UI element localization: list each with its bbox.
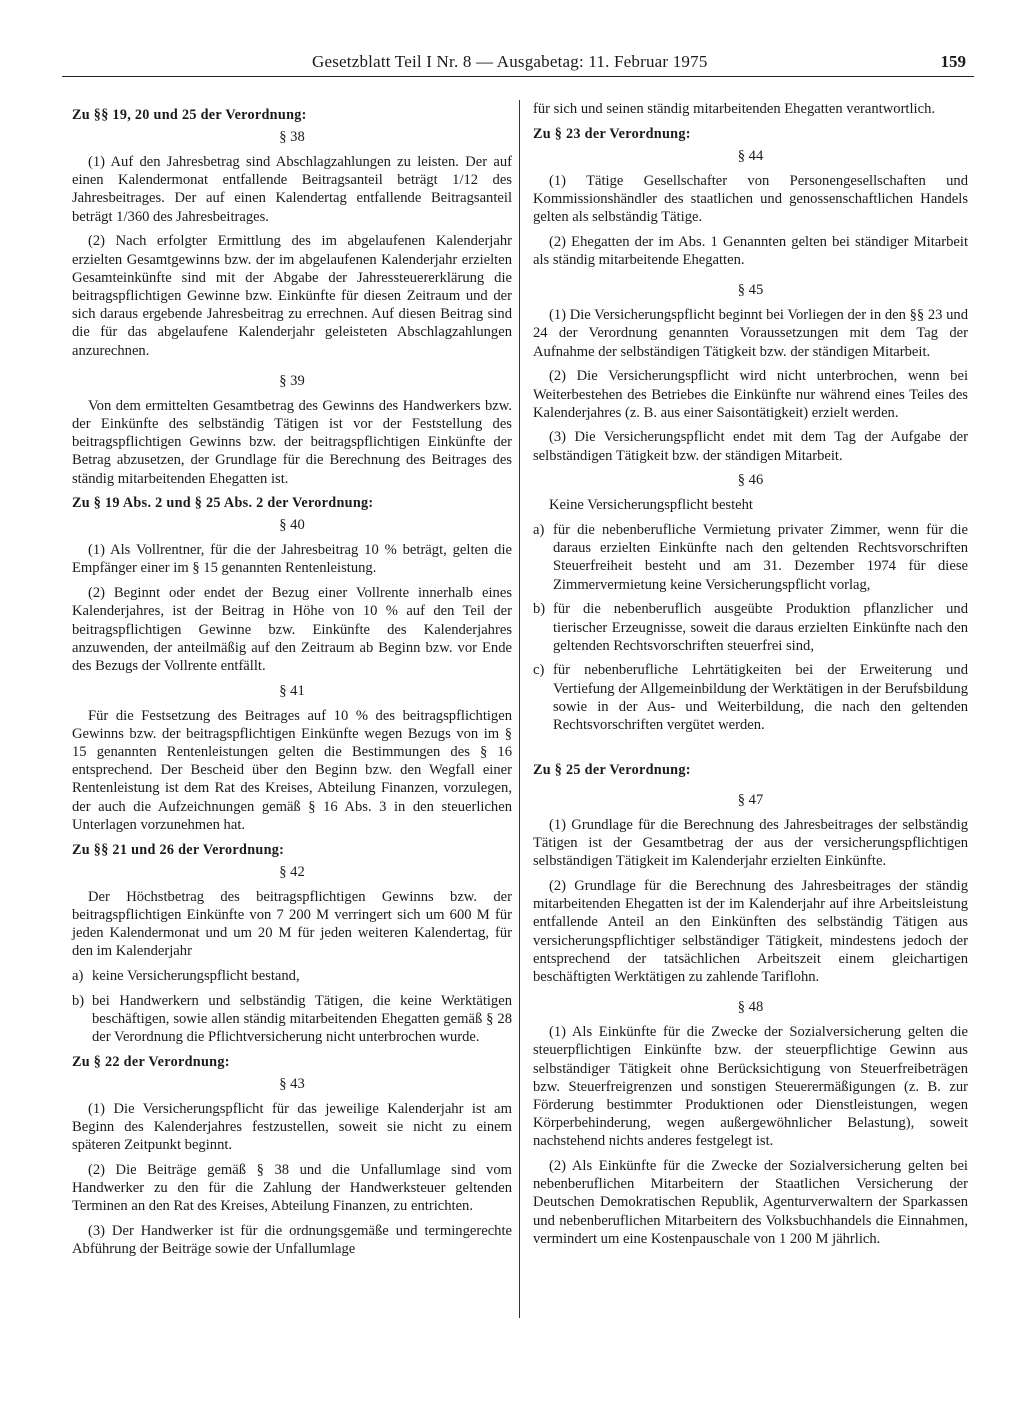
- list-label: c): [533, 662, 545, 679]
- section-heading: § 38: [279, 129, 305, 145]
- paragraph: Der Höchstbetrag des beitragspflichtigen Gewinns bzw. der beitragspflichtigen Einkünfte von 7 200 M verringert sich um 600 M für jeden Kalendermonat und um 20 M für jeden weiteren Kalendertag, für den im Kalenderjahr: [72, 888, 512, 960]
- list-label: b): [533, 601, 546, 618]
- list-text: für die nebenberufliche Vermietung privater Zimmer, wenn für die daraus erzielten Einkünfte nach den geltenden Rechtsvorschriften Steuerfreiheit besteht und am 31. Dezember 1974 für diese Zimmervermietung keine Versicherungspflicht vorlag,: [553, 522, 968, 593]
- section-heading: § 44: [737, 147, 764, 164]
- list-text: bei Handwerkern und selbständig Tätigen, die keine Werktätigen beschäftigen, sowie allen ständig mitarbeitenden Ehegatten gemäß § 28 der Verordnung die Pflichtversicherung nicht unterbrochen wurde.: [92, 992, 512, 1046]
- reference-heading: Zu §§ 19, 20 und 25 der Verordnung:: [72, 107, 307, 123]
- paragraph: für sich und seinen ständig mitarbeitenden Ehegatten verantwortlich.: [533, 101, 936, 117]
- list-item: [72, 992, 512, 1047]
- section-heading: § 48: [737, 999, 764, 1016]
- section-heading: § 45: [737, 282, 764, 299]
- paragraph: (2) Nach erfolgter Ermittlung des im abgelaufenen Kalenderjahr erzielten Gesamtgewinns bzw. der im abgelaufenen Kalenderjahr erzielten Gesamteinkünfte sind mit der Abgabe der Jahressteuererklärung die beitragspflichtigen Gewinne bzw. Einkünfte für diesen Zeitraum und der sich daraus ergebende Jahresbeitrag zu errechnen. Auf diesen Beitrag sind die für das abgelaufene Kalenderjahr geleisteten Abschlagzahlungen anzurechnen.: [72, 233, 512, 359]
- list-text: keine Versicherungspflicht bestand,: [92, 967, 300, 984]
- paragraph: Keine Versicherungspflicht besteht: [549, 497, 753, 514]
- page-header: [62, 48, 974, 77]
- paragraph: (3) Der Handwerker ist für die ordnungsgemäße und termingerechte Abführung der Beiträge sowie der Unfallumlage: [72, 1222, 512, 1258]
- paragraph: (2) Beginnt oder endet der Bezug einer Vollrente innerhalb eines Kalenderjahres, ist der Beitrag in Höhe von 10 % auf den Teil der beitragspflichtigen Gewinne bzw. Einkünfte des Kalenderjahres anzuwenden, der anteilmäßig auf den Zeitraum ab Beginn bzw. vor Ende des Bezugs der Vollrente entfällt.: [72, 585, 512, 674]
- paragraph: (2) Ehegatten der im Abs. 1 Genannten gelten bei ständiger Mitarbeit als ständig mitarbeitende Ehegatten.: [533, 233, 968, 269]
- list-label: b): [72, 992, 85, 1009]
- left-column: [72, 100, 512, 1265]
- section-heading: § 40: [279, 517, 305, 534]
- paragraph: (1) Auf den Jahresbetrag sind Abschlagzahlungen zu leisten. Der auf einen Kalendermonat entfallende Beitragsanteil beträgt 1/12 des Jahresbeitrages. Der auf einen Kalendertag entfallende Beitragsanteil beträgt 1/360 des Jahresbeitrages.: [72, 154, 512, 225]
- page-number: 159: [940, 52, 966, 71]
- list-item: [533, 521, 968, 594]
- list-item: [533, 600, 968, 655]
- list-label: a): [533, 522, 545, 539]
- paragraph: Von dem ermittelten Gesamtbetrag des Gewinns des Handwerkers bzw. der Einkünfte des selbständig Tätigen ist vor der Feststellung des beitragspflichtigen Gewinns bzw. der beitragspflichtigen Einkünfte der Betrag abzusetzen, der Grundlage für die Berechnung des Beitrages des ständig mitarbeitenden Ehegatten ist.: [72, 397, 512, 487]
- paragraph: (2) Als Einkünfte für die Zwecke der Sozialversicherung gelten bei nebenberuflichen Mitarbeitern der Staatlichen Versicherung der Deutschen Demokratischen Republik, Agenturverwaltern der Sparkassen und nebenberuflichen Mitarbeitern des Volksbuchhandels die Einnahmen, vermindert um eine Kostenpauschale von 1 200 M jährlich.: [533, 1158, 968, 1247]
- paragraph: (2) Die Beiträge gemäß § 38 und die Unfallumlage sind vom Handwerker zu den für die Zahlung der Handwerksteuer geltenden Terminen an den Rat des Kreises, Abteilung Finanzen, zu entrichten.: [72, 1161, 512, 1215]
- reference-heading: Zu § 23 der Verordnung:: [533, 125, 691, 142]
- paragraph: (1) Als Vollrentner, für die der Jahresbeitrag 10 % beträgt, gelten die Empfänger einer im § 15 genannten Rentenleistung.: [72, 542, 512, 577]
- section-heading: § 41: [279, 682, 305, 699]
- list-label: a): [72, 967, 84, 984]
- paragraph: (1) Die Versicherungspflicht für das jeweilige Kalenderjahr ist am Beginn des Kalenderjahres festzustellen, soweit sie nicht zu einem späteren Zeitpunkt beginnt.: [72, 1100, 512, 1154]
- paragraph: (1) Die Versicherungspflicht beginnt bei Vorliegen der in den §§ 23 und 24 der Verordnung genannten Voraussetzungen mit dem Tag der Aufnahme der selbständigen Tätigkeit bzw. der ständigen Mitarbeit.: [533, 307, 968, 360]
- paragraph: (2) Grundlage für die Berechnung des Jahresbeitrages der ständig mitarbeitenden Ehegatten ist der im Kalenderjahr auf ihre Arbeitsleistung entfallende Anteil an den Einkünften des selbständig Tätigen aus versicherungspflichtiger selbständiger Tätigkeit, mindestens jedoch der entsprechend der tatsächlichen Arbeitszeit einem gleichartigen beschäftigten Werktätigen zu zahlende Tariflohn.: [533, 877, 968, 985]
- spacer: [533, 741, 968, 755]
- list-text: für die nebenberuflich ausgeübte Produktion pflanzlicher und tierischer Erzeugnisse, soweit die daraus erzielten Einkünfte nach den geltenden Rechtsvorschriften steuerfrei sind,: [553, 601, 968, 654]
- section-heading: § 39: [279, 372, 305, 389]
- column-divider: [519, 100, 520, 1318]
- reference-heading: Zu § 19 Abs. 2 und § 25 Abs. 2 der Verordnung:: [72, 495, 374, 512]
- header-title: Gesetzblatt Teil I Nr. 8 — Ausgabetag: 11. Februar 1975: [312, 52, 708, 71]
- right-column: [533, 100, 968, 1255]
- section-heading: § 47: [737, 791, 764, 808]
- list-text: für nebenberufliche Lehrtätigkeiten bei der Erweiterung und Vertiefung der Allgemeinbildung der Werktätigen in der Berufsbildung sowie in der Aus- und Weiterbildung, die nach den geltenden Rechtsvorschriften vergütet werden.: [553, 662, 968, 734]
- paragraph: (1) Grundlage für die Berechnung des Jahresbeitrages der selbständig Tätigen ist der Gesamtbetrag der aus der versicherungspflichtigen selbständigen Tätigkeit im Kalenderjahr erzielten Einkünfte.: [533, 816, 968, 870]
- paragraph: (1) Tätige Gesellschafter von Personengesellschaften und Kommissionshändler des staatlichen und genossenschaftlichen Handels gelten als selbständig Tätige.: [533, 172, 968, 226]
- paragraph: Für die Festsetzung des Beitrages auf 10 % des beitragspflichtigen Gewinns bzw. der beitragspflichtigen Einkünfte wegen Bezugs von im § 15 genannten Rentenleistungen gelten die Bestimmungen des § 16 entsprechend. Der Bescheid über den Beginn bzw. den Wegfall einer Rentenleistung ist dem Rat des Kreises, Abteilung Finanzen, vorzulegen, der auch die Aufzeichnungen gemäß § 16 Abs. 3 in den steuerlichen Unterlagen vorzunehmen hat.: [72, 707, 512, 833]
- list-item: [72, 967, 512, 985]
- section-heading: § 43: [279, 1075, 305, 1092]
- reference-heading: Zu § 22 der Verordnung:: [72, 1053, 230, 1070]
- paragraph: (2) Die Versicherungspflicht wird nicht unterbrochen, wenn bei Weiterbestehen des Betriebes die Einkünfte nur während eines Teiles des Kalenderjahres (z. B. aus einer Saisontätigkeit) erzielt werden.: [533, 368, 968, 421]
- section-heading: § 46: [737, 472, 764, 489]
- paragraph: (3) Die Versicherungspflicht endet mit dem Tag der Aufgabe der selbständigen Tätigkeit bzw. der ständigen Mitarbeit.: [533, 429, 968, 464]
- list-item: [533, 661, 968, 734]
- reference-heading: Zu §§ 21 und 26 der Verordnung:: [72, 841, 285, 858]
- section-heading: § 42: [279, 863, 305, 880]
- reference-heading: Zu § 25 der Verordnung:: [533, 761, 691, 778]
- paragraph: (1) Als Einkünfte für die Zwecke der Sozialversicherung gelten die steuerpflichtigen Einkünfte bzw. der steuerpflichtige Gewinn aus selbständiger Tätigkeit ohne Berücksichtigung von Steuerfreibeträgen bzw. Steuerfreigrenzen und sonstigen Steuerermäßigungen (z. B. zur Förderung bestimmter Produktionen oder Dienstleistungen, wegen Körperbehinderung, wegen außergewöhnlicher Belastung), soweit nachstehend nichts anderes festgelegt ist.: [533, 1024, 968, 1150]
